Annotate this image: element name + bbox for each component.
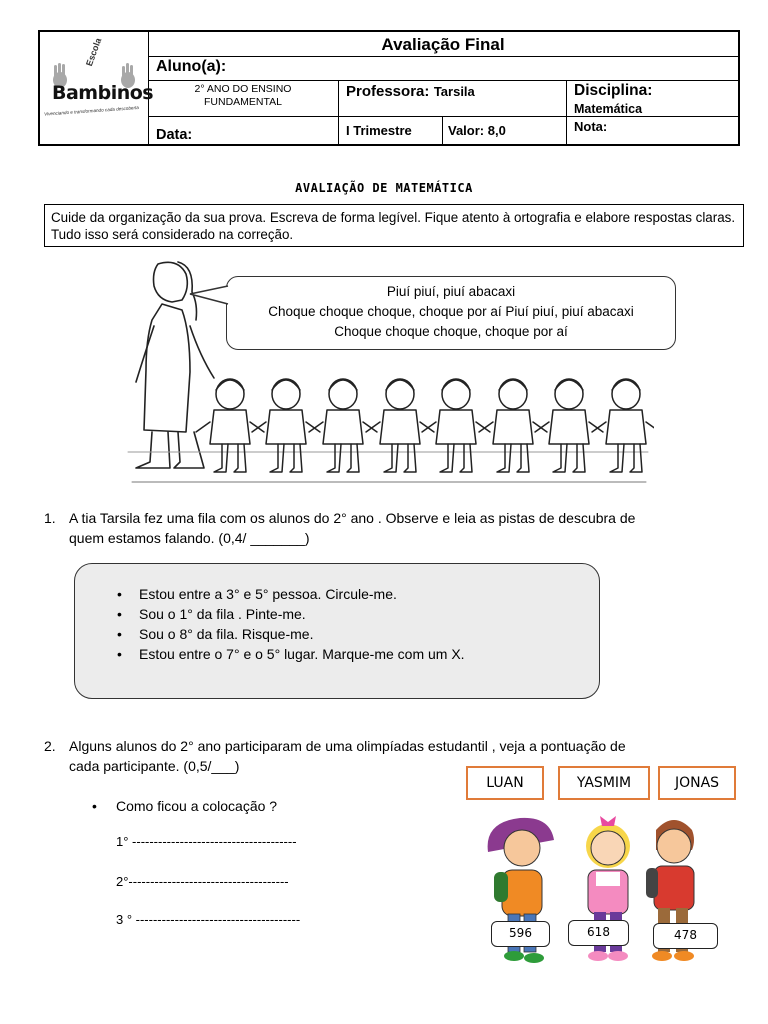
teacher-name: Tarsila (433, 84, 475, 99)
question-2-line-1: Alguns alunos do 2° ano participaram de uma olimpíadas estudantil , veja a pontuação de (69, 738, 626, 754)
header-table (38, 30, 740, 146)
logo-text-main: Bambinos (52, 82, 154, 104)
question-2-line-2: cada participante. (0,5/___) (69, 758, 240, 774)
child-figure (479, 379, 547, 472)
clue-item: • Sou o 8° da fila. Risque-me. (139, 624, 599, 644)
bubble-line-2: Choque choque choque, choque por aí Piuí piuí, piuí abacaxi (268, 304, 634, 319)
question-1-line-2: quem estamos falando. (0,4/ _______) (69, 530, 310, 546)
clue-item: • Estou entre a 3° e 5° pessoa. Circule-me. (139, 584, 599, 604)
participant-score-luan: 596 (491, 921, 550, 947)
child-figure (252, 379, 320, 472)
section-title: AVALIAÇÃO DE MATEMÁTICA (295, 181, 473, 195)
logo-tagline: Vivenciando e transformando cada descoberta (43, 105, 139, 117)
student-label: Aluno(a): (156, 58, 227, 75)
date-label: Data: (156, 127, 193, 143)
teacher-label-text: Professora: (346, 83, 430, 100)
participant-name-yasmim: YASMIM (558, 766, 650, 800)
child-figure (366, 379, 434, 472)
speech-bubble-tail (188, 284, 230, 306)
discipline-label: Disciplina: (574, 82, 653, 99)
grade-field-label: Nota: (574, 119, 608, 134)
child-figure (535, 379, 603, 472)
teacher-label (346, 83, 475, 101)
placement-bullet-dot: • (92, 798, 97, 814)
question-1-line-1: A tia Tarsila fez uma fila com os alunos do 2° ano . Observe e leia as pistas de descubra de (69, 510, 636, 526)
bubble-line-1: Piuí piuí, piuí abacaxi (386, 284, 516, 299)
instructions-box: Cuide da organização da sua prova. Escreva de forma legível. Fique atento à ortografia e elabore respostas claras. Tudo isso será considerado na correção. (44, 204, 744, 247)
question-2-number: 2. (44, 738, 56, 754)
clue-item: • Estou entre o 7° e o 5° lugar. Marque-me com um X. (139, 644, 599, 664)
bubble-line-3: Choque choque choque, choque por aí (334, 324, 568, 339)
child-figure (196, 379, 264, 472)
logo-text-top: Escola (84, 36, 104, 68)
child-figure (422, 379, 490, 472)
grade-line-2: FUNDAMENTAL (204, 96, 282, 108)
speech-bubble (226, 276, 676, 350)
child-figure (592, 379, 654, 472)
discipline-value: Matemática (574, 102, 643, 116)
clue-item: • Sou o 1° da fila . Pinte-me. (139, 604, 599, 624)
question-1-number: 1. (44, 510, 56, 526)
school-logo (42, 36, 154, 122)
child-figure (309, 379, 377, 472)
participant-name-luan: LUAN (466, 766, 544, 800)
participant-score-yasmim: 618 (568, 920, 629, 946)
place-1-line: 1° -------------------------------------- (116, 834, 297, 849)
participant-score-jonas: 478 (653, 923, 718, 949)
placement-question: Como ficou a colocação ? (116, 798, 278, 814)
term-label: I Trimestre (346, 123, 412, 138)
participant-name-jonas: JONAS (658, 766, 736, 800)
place-2-line: 2°------------------------------------- (116, 874, 289, 889)
place-3-line: 3 ° -------------------------------------- (116, 912, 301, 927)
value-label: Valor: 8,0 (448, 123, 506, 138)
clues-box (74, 563, 600, 699)
page-title: Avaliação Final (381, 35, 505, 54)
grade-line-1: 2° ANO DO ENSINO (194, 83, 292, 95)
